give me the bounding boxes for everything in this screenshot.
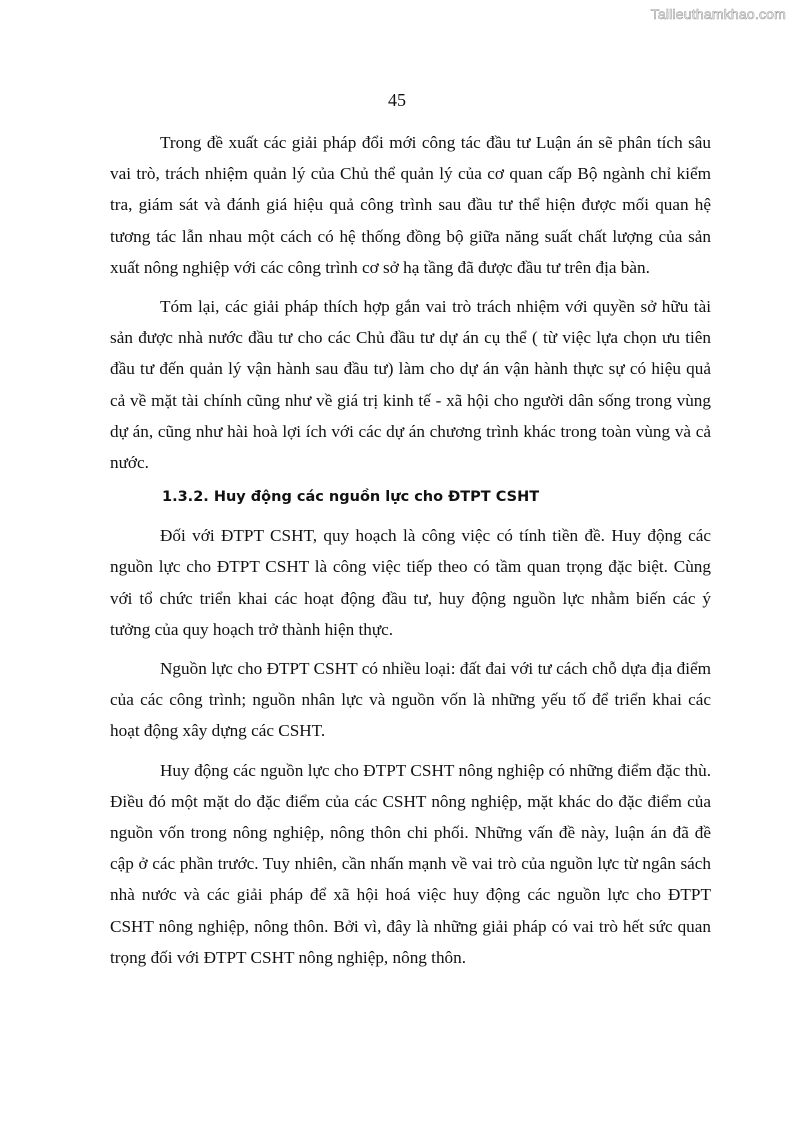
- paragraph: Trong đề xuất các giải pháp đổi mới công tác đầu tư Luận án sẽ phân tích sâu vai trò, trách nhiệm quản lý của Chủ thể quản lý của cơ quan cấp Bộ ngành chỉ kiểm tra, giám sát và đánh giá hiệu quả công trình sau đầu tư thể hiện được mối quan hệ tương tác lẫn nhau một cách có hệ thống đồng bộ giữa năng suất chất lượng của sản xuất nông nghiệp với các công trình cơ sở hạ tầng đã được đầu tư trên địa bàn.: [110, 133, 711, 277]
- paragraph: Đối với ĐTPT CSHT, quy hoạch là công việc có tính tiền đề. Huy động các nguồn lực cho ĐTPT CSHT là công việc tiếp theo có tầm quan trọng đặc biệt. Cùng với tổ chức triển khai các hoạt động đầu tư, huy động nguồn lực nhằm biến các ý tưởng của quy hoạch trở thành hiện thực.: [110, 526, 711, 639]
- watermark-text: Tailieuthamkhao.com: [650, 6, 786, 22]
- paragraph: Nguồn lực cho ĐTPT CSHT có nhiều loại: đất đai với tư cách chỗ dựa địa điểm của các công trình; nguồn nhân lực và nguồn vốn là những yếu tố để triển khai các hoạt động xây dựng các CSHT.: [110, 659, 711, 741]
- paragraph: Huy động các nguồn lực cho ĐTPT CSHT nông nghiệp có những điểm đặc thù. Điều đó một mặt do đặc điểm của các CSHT nông nghiệp, mặt khác do đặc điểm của nguồn vốn trong nông nghiệp, nông thôn chi phối. Những vấn đề này, luận án đã đề cập ở các phần trước. Tuy nhiên, cần nhấn mạnh về vai trò của nguồn lực từ ngân sách nhà nước và các giải pháp để xã hội hoá việc huy động các nguồn lực cho ĐTPT CSHT nông nghiệp, nông thôn. Bởi vì, đây là những giải pháp có vai trò hết sức quan trọng đối với ĐTPT CSHT nông nghiệp, nông thôn.: [110, 760, 711, 967]
- document-body: [110, 127, 711, 981]
- page-number: 45: [388, 90, 406, 110]
- paragraph: Tóm lại, các giải pháp thích hợp gắn vai trò trách nhiệm với quyền sở hữu tài sản được nhà nước đầu tư cho các Chủ đầu tư dự án cụ thể ( từ việc lựa chọn ưu tiên đầu tư đến quản lý vận hành sau đầu tư) làm cho dự án vận hành thực sự có hiệu quả cả về mặt tài chính cũng như về giá trị kinh tế - xã hội cho người dân sống trong vùng dự án, cũng như hài hoà lợi ích với các dự án chương trình khác trong toàn vùng và cả nước.: [110, 297, 711, 473]
- section-heading: 1.3.2. Huy động các nguồn lực cho ĐTPT CSHT: [162, 489, 540, 506]
